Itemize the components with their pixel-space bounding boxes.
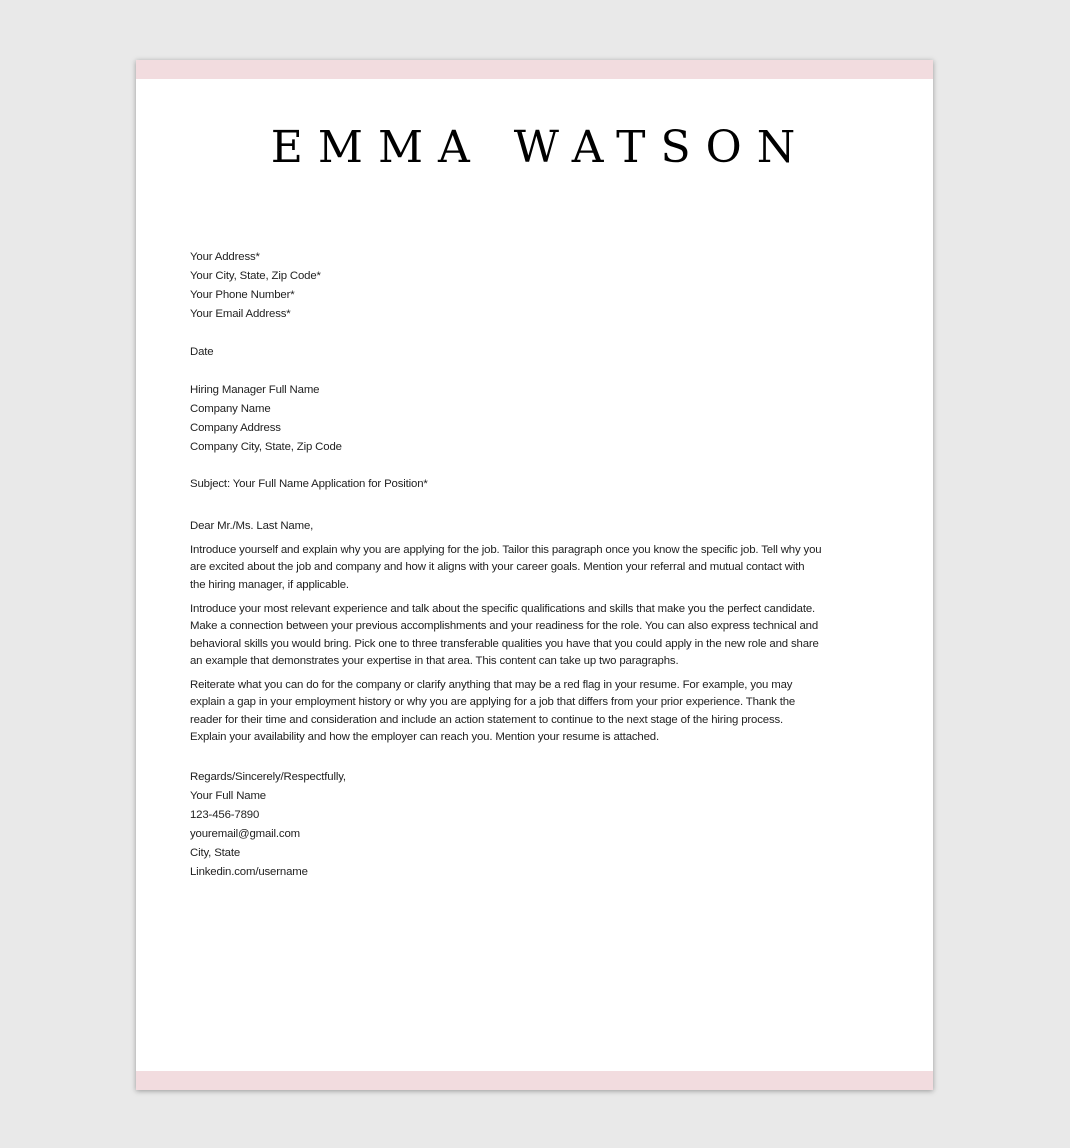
subject-text: Subject: Your Full Name Application for Position* [190,478,428,490]
recipient-line: Hiring Manager Full Name [190,384,320,396]
closing-signature [190,768,346,882]
closing-line: youremail@gmail.com [190,828,300,840]
recipient-line: Company City, State, Zip Code [190,441,342,453]
footer-band [136,1071,933,1090]
recipient-address [190,381,342,457]
sender-line: Your Phone Number* [190,289,295,301]
closing-line: City, State [190,847,241,859]
paragraph-line: the hiring manager, if applicable. [190,578,349,591]
salutation-text: Dear Mr./Ms. Last Name, [190,520,314,532]
paragraph-line: behavioral skills you would bring. Pick one to three transferable qualities you have that you could apply in the new role and share [190,637,819,650]
paragraph-line: Explain your availability and how the employer can reach you. Mention your resume is attached. [190,730,659,743]
recipient-line: Company Name [190,403,271,415]
letter-page [136,60,933,1090]
paragraph-line: explain a gap in your employment history or why you are applying for a job that differs from your prior experience. Thank the [190,696,796,709]
closing-line: Regards/Sincerely/Respectfully, [190,771,346,783]
closing-line: Linkedin.com/username [190,866,308,878]
paragraph-line: Introduce your most relevant experience and talk about the specific qualifications and skills that make you the perfect candidate. [190,603,816,615]
recipient-line: Company Address [190,422,281,434]
date [190,343,213,362]
closing-line: 123-456-7890 [190,809,260,821]
sender-line: Your Email Address* [190,308,291,320]
paragraph-line: Make a connection between your previous accomplishments and your readiness for the role. You can also express technical and [190,620,819,633]
paragraph-line: an example that demonstrates your expertise in that area. This content can take up two paragraphs. [190,654,679,667]
subject [190,475,428,494]
sender-line: Your Address* [190,251,260,263]
salutation [190,517,313,536]
paragraph-line: reader for their time and consideration and include an action statement to continue to the next stage of the hiring process. [190,713,784,726]
header-band [136,60,933,79]
paragraph-line: Introduce yourself and explain why you are applying for the job. Tailor this paragraph once you know the specific job. Tell why you [190,544,822,556]
body-paragraph-3 [190,677,795,746]
date-text: Date [190,346,214,358]
closing-line: Your Full Name [190,790,266,802]
body-paragraph-1 [190,542,821,594]
paragraph-line: are excited about the job and company and how it aligns with your career goals. Mention your referral and mutual contact with [190,561,805,574]
sender-address [190,248,321,324]
body-paragraph-2 [190,601,819,670]
paragraph-line: Reiterate what you can do for the company or clarify anything that may be a red flag in your resume. For example, you may [190,679,793,691]
applicant-name: EMMA WATSON [270,122,811,173]
sender-line: Your City, State, Zip Code* [190,270,321,282]
